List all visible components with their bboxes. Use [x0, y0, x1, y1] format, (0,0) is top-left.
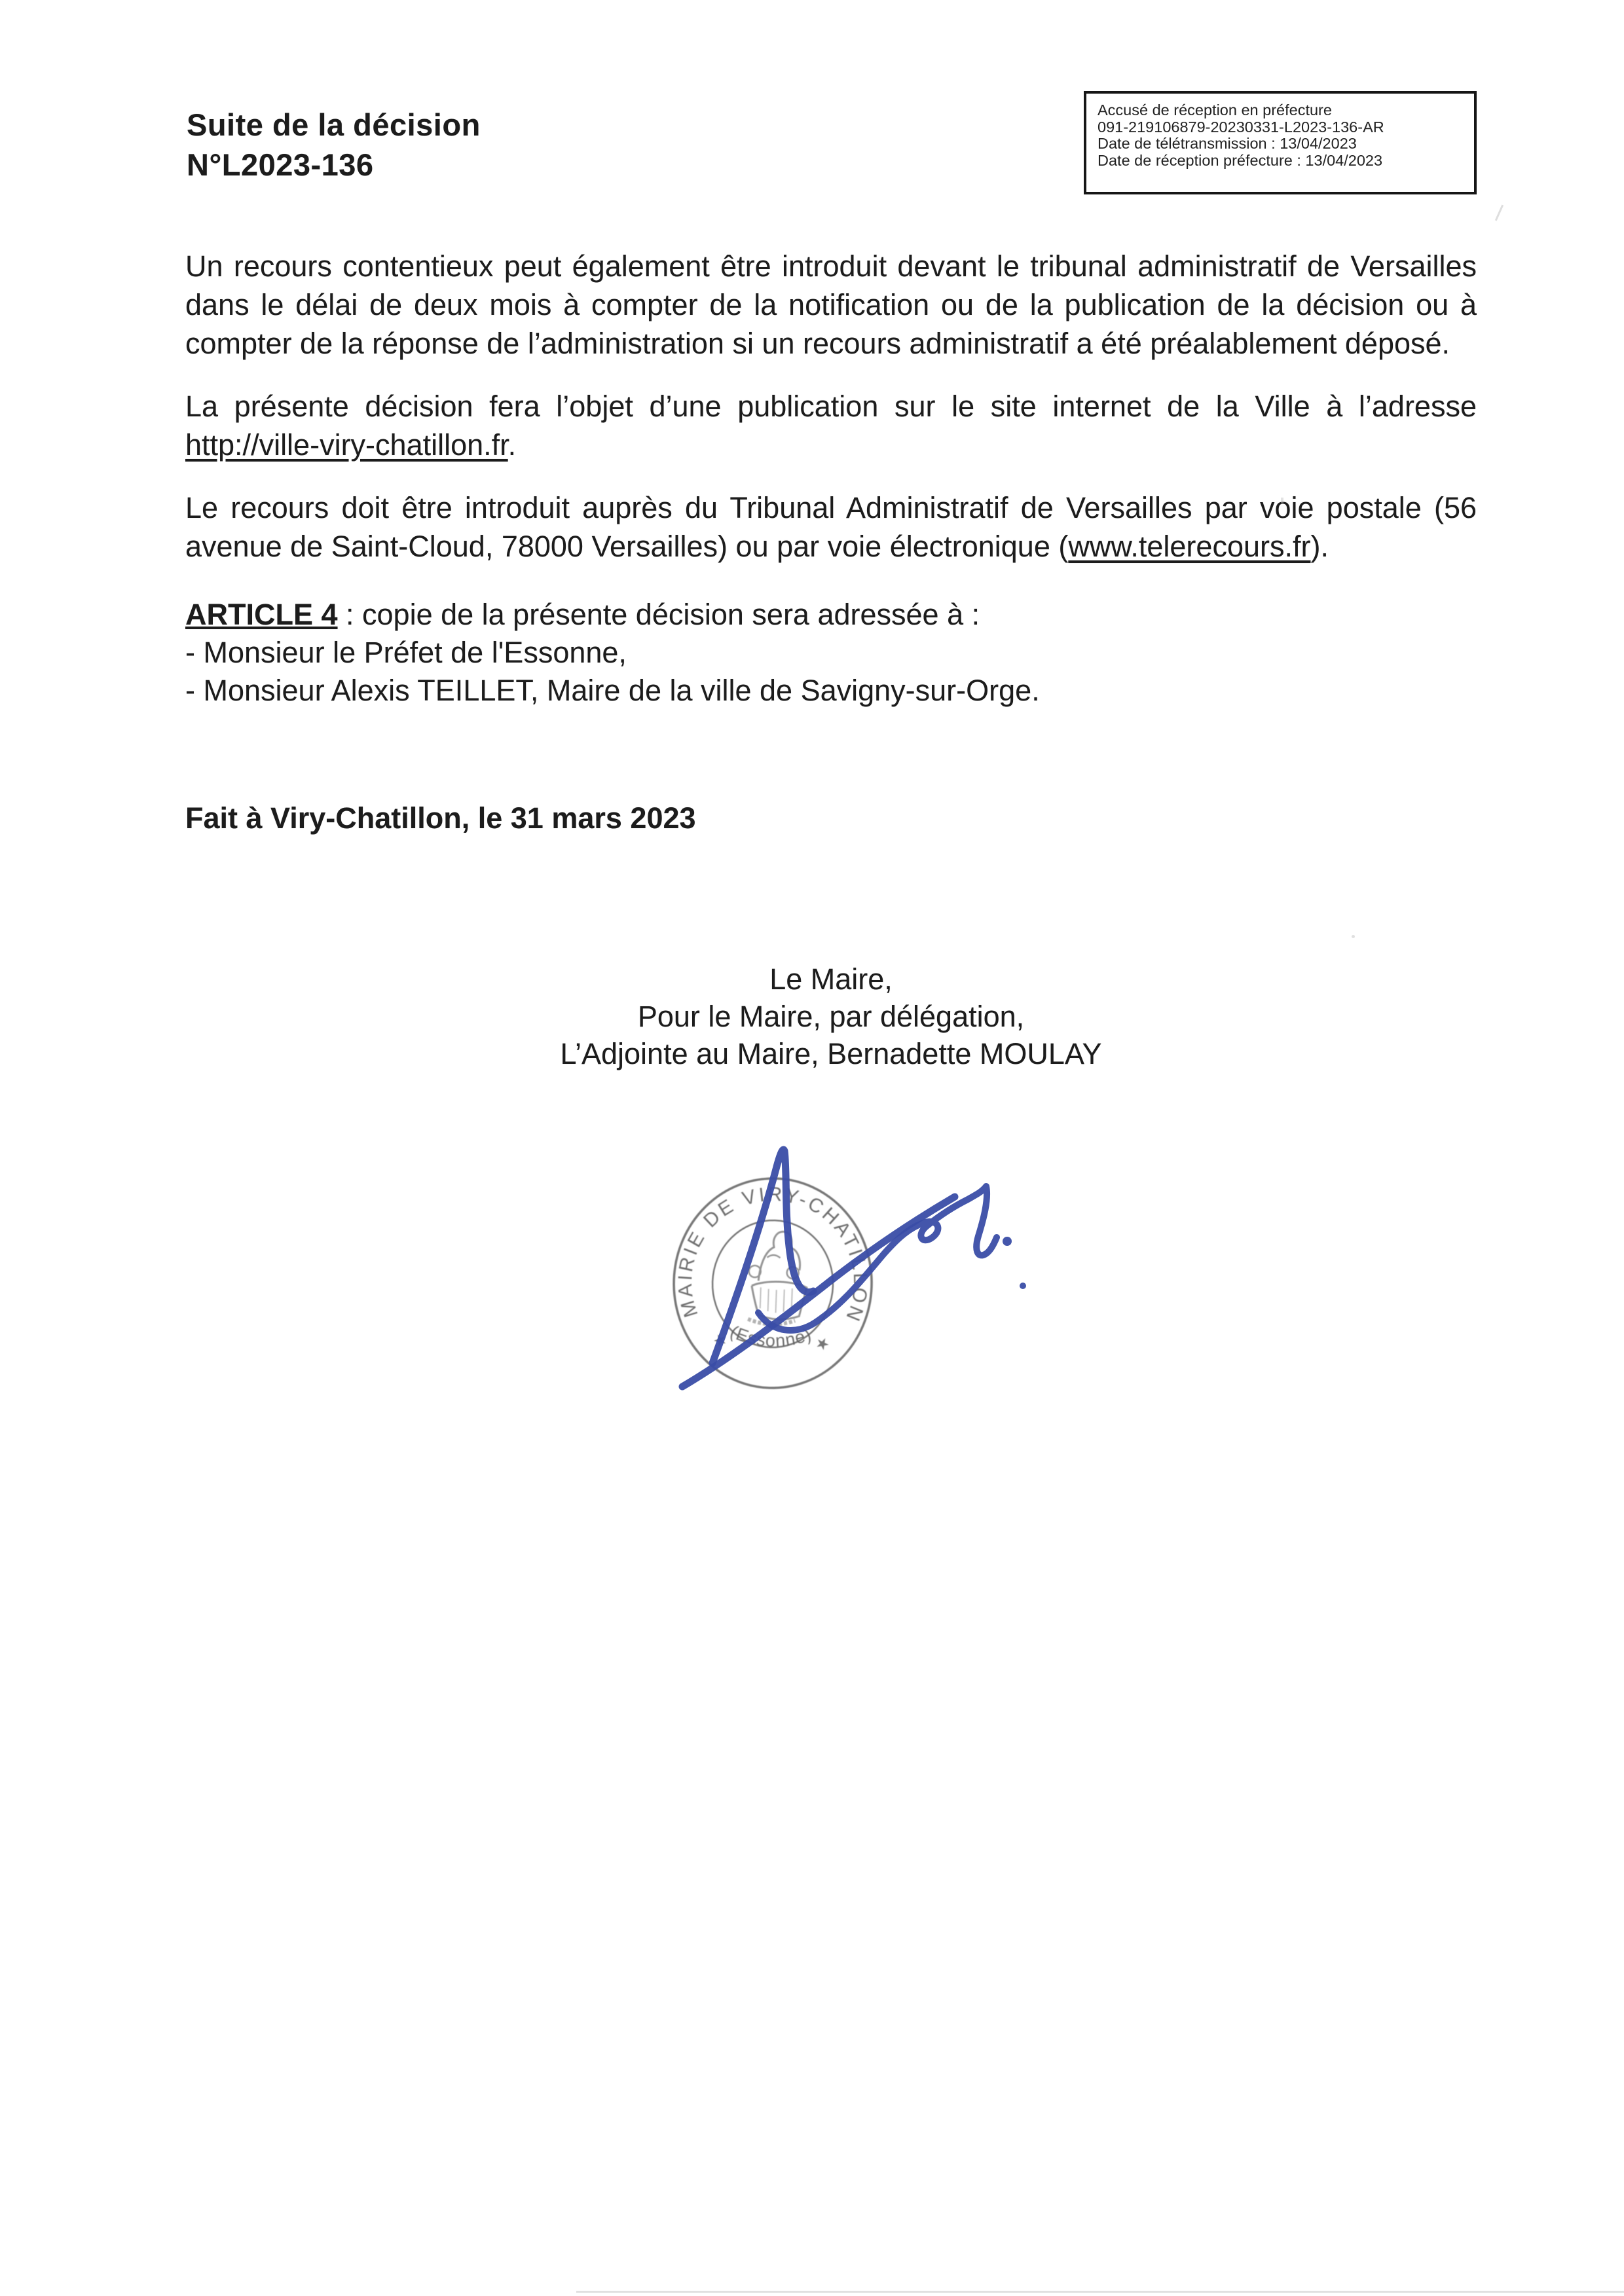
signature-title-line: Le Maire,	[769, 962, 893, 996]
paragraph-tribunal-period: ).	[1310, 530, 1329, 563]
signature-dot	[1003, 1237, 1012, 1246]
signature-title-line: L’Adjointe au Maire, Bernadette MOULAY	[560, 1037, 1102, 1070]
signature-titles	[185, 960, 1477, 1072]
decision-number: N°L2023-136	[187, 147, 374, 182]
receipt-line: Date de télétransmission : 13/04/2023	[1098, 135, 1357, 152]
ville-website-link[interactable]: http://ville-viry-chatillon.fr	[185, 428, 508, 462]
article-4-item: - Monsieur Alexis TEILLET, Maire de la ville de Savigny-sur-Orge.	[185, 674, 1040, 707]
receipt-line: 091-219106879-20230331-L2023-136-AR	[1098, 118, 1384, 136]
signature-period-dot	[1020, 1283, 1026, 1289]
signature-svg	[642, 1126, 1048, 1427]
article-4-section	[185, 596, 1477, 710]
dateline: Fait à Viry-Chatillon, le 31 mars 2023	[185, 801, 696, 835]
paragraph-recours-contentieux: Un recours contentieux peut également être introduit devant le tribunal administratif de Versailles dans le délai de deux mois à compter de la notification ou de la publication de la décision ou à compter de la réponse de l’administration si un recours administratif a été préalablement déposé.	[185, 249, 1477, 360]
scan-artifact	[1352, 935, 1355, 938]
scan-artifact	[576, 2291, 1624, 2293]
stamp-star-left-icon: ★	[710, 1329, 730, 1351]
receipt-line: Accusé de réception en préfecture	[1098, 101, 1332, 118]
stamp-ring-text: MAIRIE DE VIRY-CHATILLON	[674, 1183, 872, 1326]
document-body	[185, 247, 1477, 1072]
decision-header-line1: Suite de la décision	[187, 107, 481, 142]
paragraph-publication-period: .	[507, 428, 517, 462]
article-4-item: - Monsieur le Préfet de l'Essonne,	[185, 636, 627, 669]
article-4-label: ARTICLE 4	[185, 598, 338, 631]
stamp-star-right-icon: ★	[812, 1333, 833, 1355]
telerecours-link[interactable]: www.telerecours.fr	[1068, 530, 1311, 563]
receipt-line: Date de réception préfecture : 13/04/2023	[1098, 151, 1383, 169]
prefecture-receipt-box	[1084, 91, 1477, 194]
paragraph-tribunal-text: Le recours doit être introduit auprès du Tribunal Administratif de Versailles par voie postale (56 avenue de Saint-Cloud, 78000 Versailles) ou par voie électronique (	[185, 491, 1477, 563]
paragraph-publication	[185, 387, 1477, 464]
scan-artifact	[1495, 205, 1504, 221]
decision-header	[187, 105, 481, 185]
scan-artifact	[1281, 498, 1283, 503]
handwritten-signature	[642, 1126, 1048, 1427]
paragraph-publication-text: La présente décision fera l’objet d’une publication sur le site internet de la Ville à l’adresse	[185, 390, 1477, 423]
signature-title-line: Pour le Maire, par délégation,	[637, 1000, 1025, 1033]
article-4-text: : copie de la présente décision sera adressée à :	[337, 598, 980, 631]
stamp-bottom-text: (Essonne)	[727, 1321, 815, 1351]
